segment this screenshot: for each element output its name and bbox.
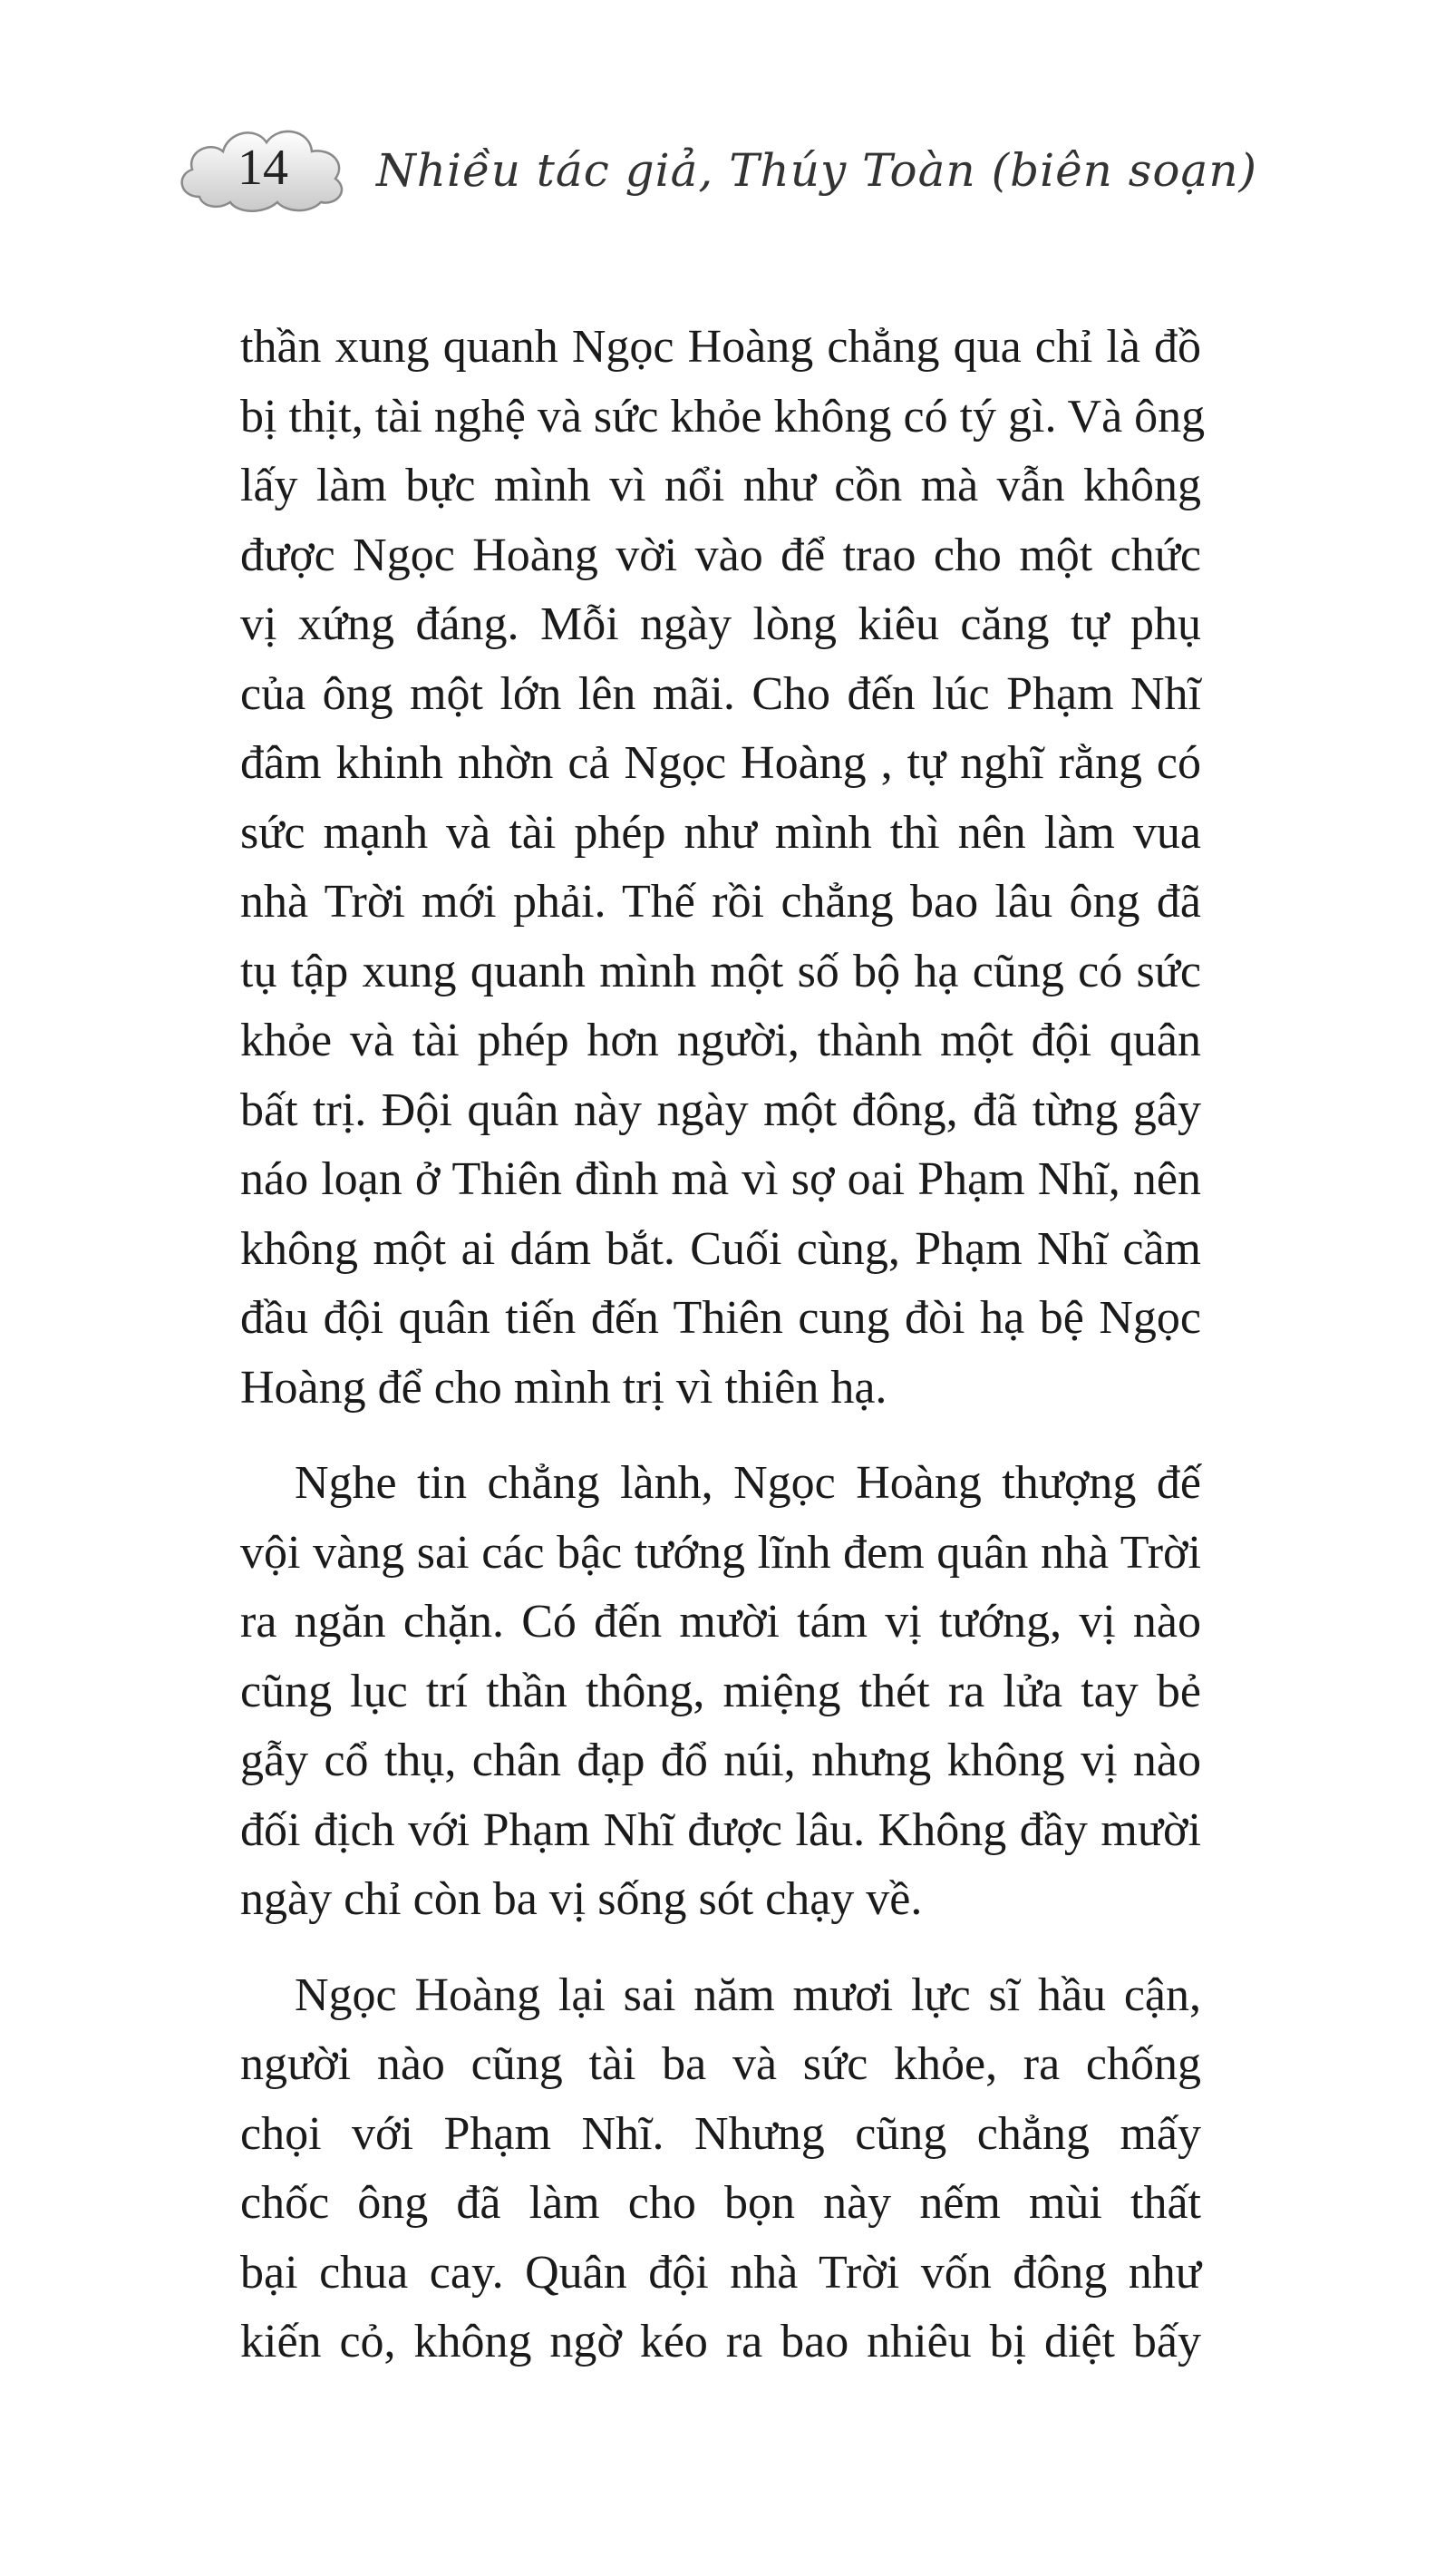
paragraph: [240, 1961, 1201, 2377]
text-line: vị xứng đáng. Mỗi ngày lòng kiêu căng tự phụ: [240, 598, 1201, 650]
text-line: khỏe và tài phép hơn người, thành một đội quân: [240, 1015, 1201, 1066]
text-line: tụ tập xung quanh mình một số bộ hạ cũng có sức: [240, 945, 1201, 997]
text-line: gẫy cổ thụ, chân đạp đổ núi, nhưng không vị nào: [240, 1735, 1201, 1786]
text-line: sức mạnh và tài phép như mình thì nên làm vua: [240, 806, 1201, 859]
text-line: lấy làm bực mình vì nổi như cồn mà vẫn không: [240, 460, 1201, 511]
text-line: kiến cỏ, không ngờ kéo ra bao nhiêu bị diệt bấy: [240, 2316, 1201, 2367]
text-line: náo loạn ở Thiên đình mà vì sợ oai Phạm Nhĩ, nên: [240, 1153, 1201, 1205]
text-line: Ngọc Hoàng lại sai năm mươi lực sĩ hầu cận,: [295, 1968, 1201, 2021]
text-line: đầu đội quân tiến đến Thiên cung đòi hạ bệ Ngọc: [240, 1292, 1201, 1344]
text-line: chốc ông đã làm cho bọn này nếm mùi thất: [240, 2177, 1201, 2229]
paragraph: [240, 313, 1206, 1423]
text-line: bị thịt, tài nghệ và sức khỏe không có tý gì. Và ông: [240, 390, 1206, 442]
text-line: đâm khinh nhờn cả Ngọc Hoàng , tự nghĩ rằng có: [240, 737, 1201, 789]
text-line: nhà Trời mới phải. Thế rồi chẳng bao lâu ông đã: [240, 876, 1201, 928]
paragraph: [240, 1449, 1201, 1935]
text-line: vội vàng sai các bậc tướng lĩnh đem quân nhà Trời: [240, 1526, 1201, 1579]
text-line: của ông một lớn lên mãi. Cho đến lúc Phạm Nhĩ: [240, 667, 1201, 720]
page-number: 14: [238, 140, 288, 196]
text-line: người nào cũng tài ba và sức khỏe, ra chống: [240, 2038, 1201, 2090]
text-line: bại chua cay. Quân đội nhà Trời vốn đông như: [240, 2246, 1201, 2299]
body-text: [240, 313, 1206, 2377]
text-line: Nghe tin chẳng lành, Ngọc Hoàng thượng đế: [295, 1457, 1201, 1509]
text-line: được Ngọc Hoàng vời vào để trao cho một chức: [240, 529, 1201, 581]
text-line: chọi với Phạm Nhĩ. Nhưng cũng chẳng mấy: [240, 2107, 1201, 2160]
text-line: Hoàng để cho mình trị vì thiên hạ.: [240, 1361, 887, 1414]
page-header: [172, 113, 1278, 240]
text-line: ra ngăn chặn. Có đến mười tám vị tướng, vị nào: [240, 1596, 1201, 1648]
text-line: thần xung quanh Ngọc Hoàng chẳng qua chỉ là đồ: [240, 321, 1201, 373]
text-line: cũng lục trí thần thông, miệng thét ra lửa tay bẻ: [240, 1665, 1201, 1717]
text-line: bất trị. Đội quân này ngày một đông, đã từng gây: [240, 1084, 1201, 1136]
text-line: không một ai dám bắt. Cuối cùng, Phạm Nhĩ cầm: [240, 1222, 1201, 1275]
running-head: Nhiều tác giả, Thúy Toàn (biên soạn): [376, 144, 1258, 197]
text-line: ngày chỉ còn ba vị sống sót chạy về.: [240, 1873, 923, 1925]
text-line: đối địch với Phạm Nhĩ được lâu. Không đầy mười: [240, 1803, 1201, 1856]
